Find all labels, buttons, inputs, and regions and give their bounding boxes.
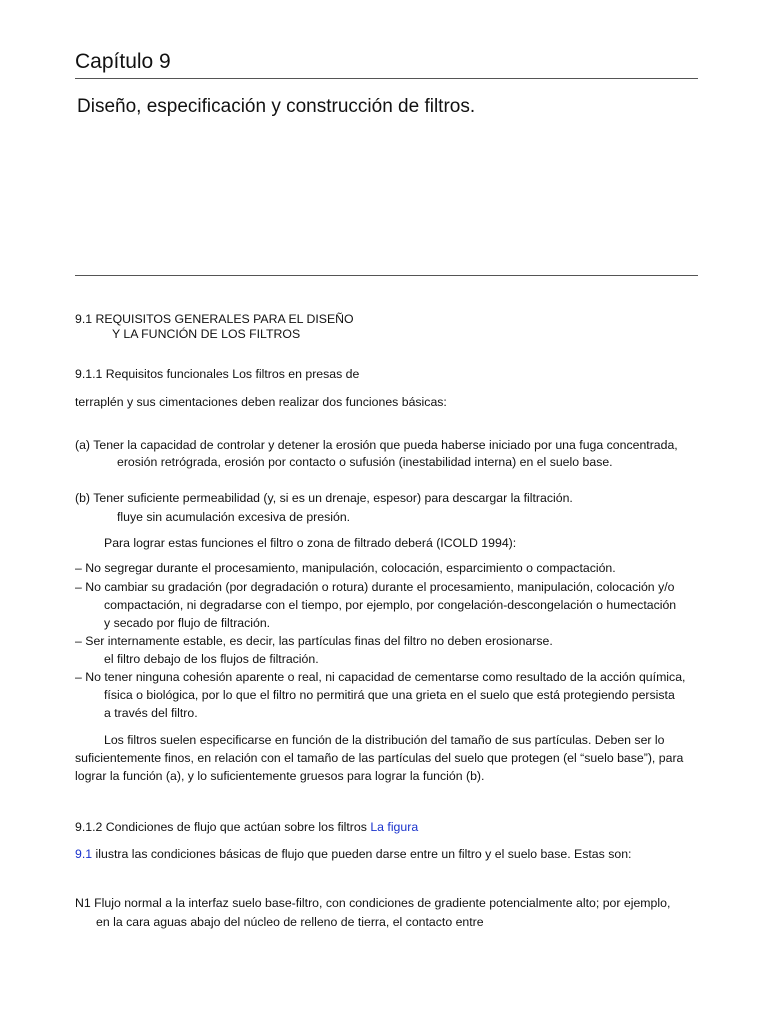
item-b-line1: (b) Tener suficiente permeabilidad (y, si es un drenaje, espesor) para descargar la filtración. (75, 491, 573, 505)
n1-line1: N1 Flujo normal a la interfaz suelo base-filtro, con condiciones de gradiente potencialmente alto; por ejemplo, (75, 896, 671, 910)
figure-description (75, 846, 631, 862)
requirement-4-line2: física o biológica, por lo que el filtro no permitirá que una grieta en el suelo que está protegiendo persista (104, 688, 675, 702)
requirement-4-line1: – No tener ninguna cohesión aparente o real, ni capacidad de cementarse como resultado de la acción química, (75, 670, 686, 684)
filters-paragraph-line2: suficientemente finos, en relación con el tamaño de las partículas del suelo que protegen (el “suelo base”), para (75, 751, 684, 765)
requirement-4-line3: a través del filtro. (104, 706, 198, 720)
header-rule-bottom (75, 275, 698, 276)
chapter-title: Diseño, especificación y construcción de filtros. (77, 96, 476, 117)
figure-link[interactable]: La figura (370, 820, 419, 834)
header-rule-top (75, 78, 698, 79)
requirements-intro: Para lograr estas funciones el filtro o zona de filtrado deberá (ICOLD 1994): (104, 536, 517, 550)
requirement-2-line3: y secado por flujo de filtración. (104, 616, 271, 630)
section-9-1-1-line2: terraplén y sus cimentaciones deben realizar dos funciones básicas: (75, 395, 447, 409)
section-9-1-2-text: 9.1.2 Condiciones de flujo que actúan sobre los filtros (75, 820, 371, 834)
requirement-3-line2: el filtro debajo de los flujos de filtración. (104, 652, 319, 666)
n1-line2: en la cara aguas abajo del núcleo de relleno de tierra, el contacto entre (96, 915, 484, 929)
section-9-1-heading-line1: 9.1 REQUISITOS GENERALES PARA EL DISEÑO (75, 312, 354, 326)
chapter-heading: Capítulo 9 (75, 50, 171, 73)
requirement-1: – No segregar durante el procesamiento, manipulación, colocación, esparcimiento o compactación. (75, 561, 616, 575)
item-b-line2: fluye sin acumulación excesiva de presión. (117, 510, 351, 524)
requirement-2-line1: – No cambiar su gradación (por degradación o rotura) durante el procesamiento, manipulación, colocación y/o (75, 580, 675, 594)
figure-description-text: ilustra las condiciones básicas de flujo que pueden darse entre un filtro y el suelo base. Estas son: (92, 847, 632, 861)
item-a-line2: erosión retrógrada, erosión por contacto o sufusión (inestabilidad interna) en el suelo base. (117, 455, 613, 469)
section-9-1-2-heading (75, 819, 418, 835)
filters-paragraph-line3: lograr la función (a), y lo suficientemente gruesos para lograr la función (b). (75, 769, 485, 783)
section-9-1-heading-line2: Y LA FUNCIÓN DE LOS FILTROS (112, 327, 301, 341)
requirement-2-line2: compactación, ni degradarse con el tiempo, por ejemplo, por congelación-descongelación o humectación (104, 598, 677, 612)
item-a-line1: (a) Tener la capacidad de controlar y detener la erosión que pueda haberse iniciado por una fuga concentrada, (75, 438, 678, 452)
figure-number-link[interactable]: 9.1 (75, 847, 93, 861)
requirement-3-line1: – Ser internamente estable, es decir, las partículas finas del filtro no deben erosionarse. (75, 634, 553, 648)
filters-paragraph-line1: Los filtros suelen especificarse en función de la distribución del tamaño de sus partículas. Deben ser lo (104, 733, 665, 747)
section-9-1-1-line1: 9.1.1 Requisitos funcionales Los filtros en presas de (75, 367, 360, 381)
